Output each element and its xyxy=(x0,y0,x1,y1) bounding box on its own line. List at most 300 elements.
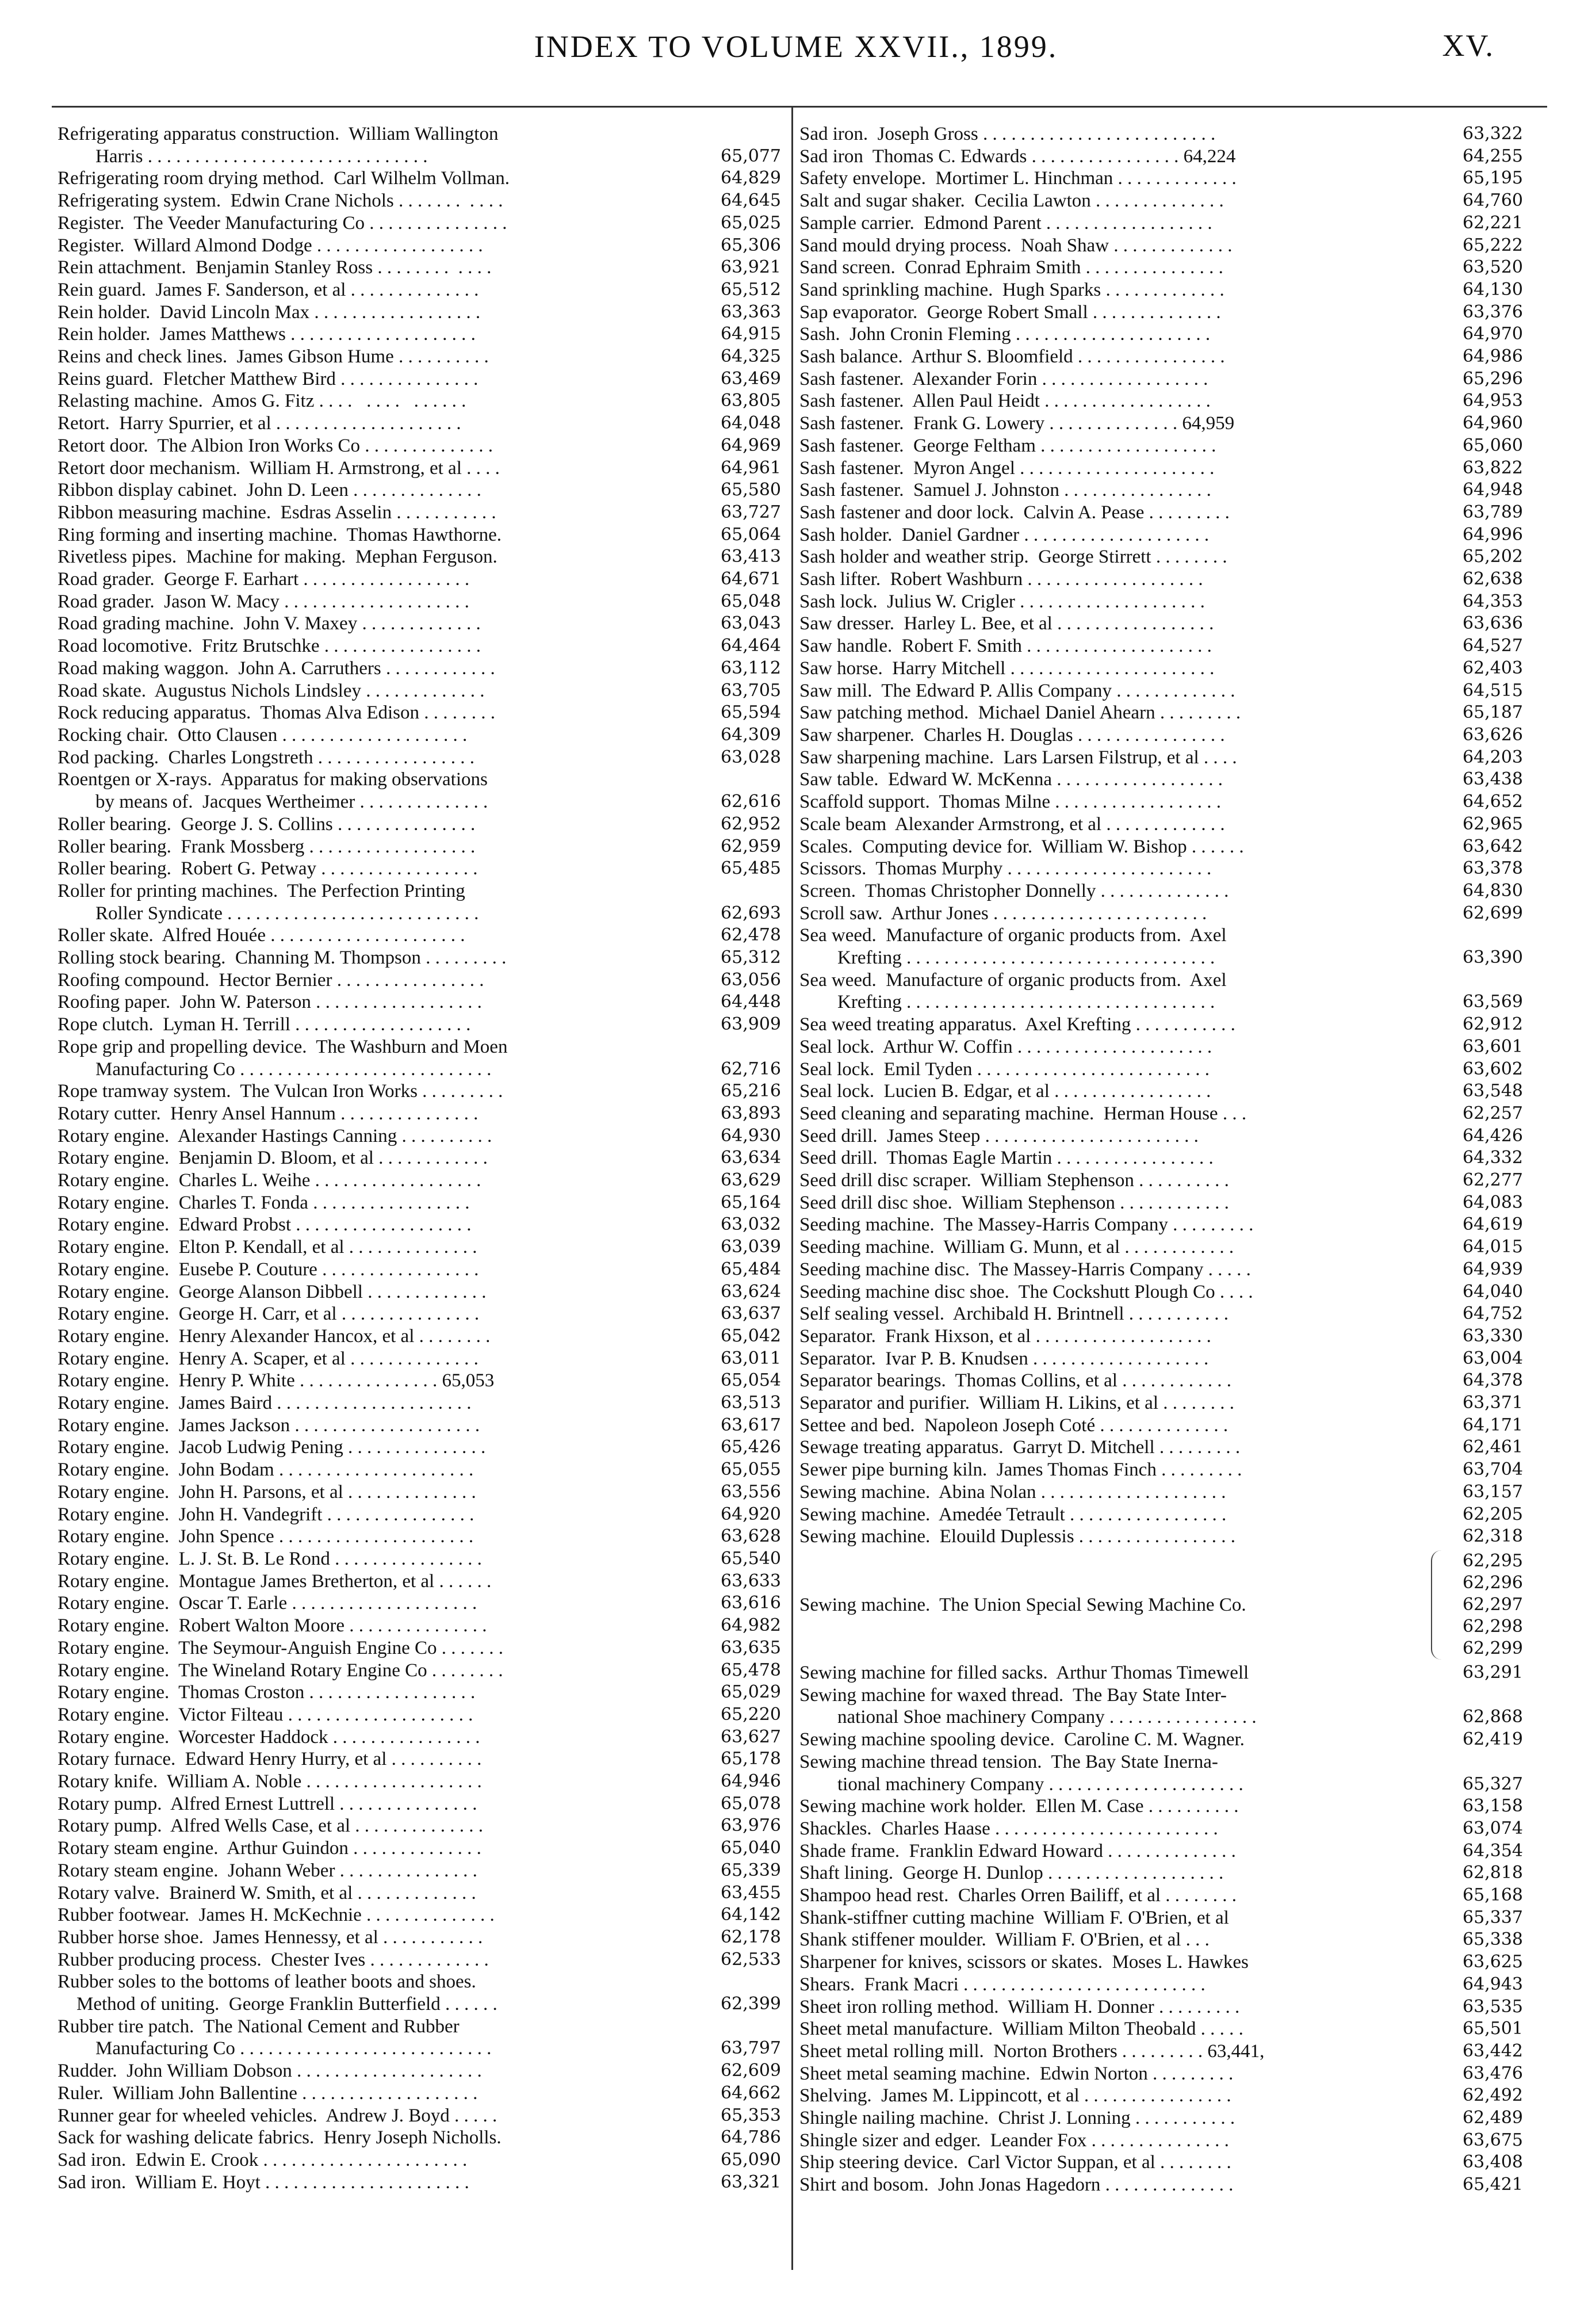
entry-text: Sash fastener. George Feltham . . . . . . . . . . . . . . . . . . . xyxy=(799,435,1216,456)
entry-text: Runner gear for wheeled vehicles. Andrew J. Boyd . . . . . xyxy=(58,2105,498,2126)
entry-text: Sand sprinkling machine. Hugh Sparks . . . . . . . . . . . . . xyxy=(799,279,1224,300)
entry-number: 63,616 xyxy=(721,1593,781,1614)
entry-text: Sewing machine. Amedée Tetrault . . . . . . . . . . . . . . . . . xyxy=(799,1504,1227,1525)
entry-text: Rotary engine. Alexander Hastings Canning . . . . . . . . . . xyxy=(58,1125,492,1146)
entry-text: Shingle nailing machine. Christ J. Lonning . . . . . . . . . . . xyxy=(799,2108,1235,2129)
index-entry xyxy=(799,123,1523,146)
entry-text: Rotary knife. William A. Noble . . . . . . . . . . . . . . . . . . . xyxy=(58,1771,482,1792)
entry-text: Roller for printing machines. The Perfection Printing Roller Syndicate . . . . . . . . . . . . . . . . . . . . . . . . . . . xyxy=(58,880,479,924)
entry-number: 62,716 xyxy=(721,1058,781,1079)
index-entry xyxy=(799,702,1523,724)
index-entry xyxy=(58,190,781,212)
entry-text: Rotary engine. Eusebe P. Couture . . . . . . . . . . . . . . . . . xyxy=(58,1259,479,1280)
entry-text: Rotary engine. Elton P. Kendall, et al . . . . . . . . . . . . . . xyxy=(58,1237,477,1258)
index-entry xyxy=(58,1771,781,1793)
index-entry xyxy=(58,1704,781,1726)
entry-text: Refrigerating system. Edwin Crane Nichols . . . . . . . . . . . xyxy=(58,190,503,212)
entry-number: 62,638 xyxy=(1463,569,1523,590)
entry-text: Rotary engine. Edward Probst . . . . . . . . . . . . . . . . . . . xyxy=(58,1214,472,1236)
index-entry xyxy=(799,1929,1523,1951)
entry-text: Sewing machine thread tension. The Bay State Inerna- tional machinery Company . . . . . . . . . . . . . . . . . . . . . xyxy=(799,1751,1243,1795)
index-entry xyxy=(799,836,1523,858)
index-entry xyxy=(58,2172,781,2194)
entry-text: Seed cleaning and separating machine. Herman House . . . xyxy=(799,1103,1247,1124)
entry-number: 65,220 xyxy=(721,1704,781,1725)
entry-text: Sack for washing delicate fabrics. Henry Joseph Nicholls. xyxy=(58,2127,502,2149)
entry-text: Sharpener for knives, scissors or skates. Moses L. Hawkes xyxy=(799,1952,1249,1973)
index-entry xyxy=(799,1481,1523,1504)
entry-number: 63,976 xyxy=(721,1815,781,1836)
entry-text: Rotary engine. Henry A. Scaper, et al . . . . . . . . . . . . . . xyxy=(58,1348,479,1369)
entry-text: Rope clutch. Lyman H. Terrill . . . . . . . . . . . . . . . . . . . xyxy=(58,1014,471,1035)
index-entry xyxy=(799,2151,1523,2174)
index-entry xyxy=(799,1526,1523,1548)
entry-number: 63,727 xyxy=(721,502,781,522)
index-entry xyxy=(58,1259,781,1281)
entry-text: Refrigerating apparatus construction. William Wallington Harris . . . . . . . . . . . . . . . . . . . . . . . . . . . . . . xyxy=(58,124,499,167)
entry-number: 65,055 xyxy=(721,1459,781,1480)
entry-number: 65,029 xyxy=(721,1682,781,1703)
entry-number: 65,337 xyxy=(1463,1907,1523,1928)
entry-text: Scale beam Alexander Armstrong, et al . . . . . . . . . . . . . xyxy=(799,813,1225,835)
entry-number: 62,699 xyxy=(1463,903,1523,923)
index-entry xyxy=(58,2149,781,2172)
entry-text: Rotary engine. Robert Walton Moore . . . . . . . . . . . . . . . xyxy=(58,1615,487,1637)
index-entry xyxy=(799,1751,1523,1795)
index-entry xyxy=(799,435,1523,457)
entry-number: 62,616 xyxy=(721,792,781,812)
index-entry xyxy=(58,1882,781,1905)
index-entry xyxy=(799,1840,1523,1863)
index-entry xyxy=(58,1436,781,1459)
entry-number: 64,325 xyxy=(721,346,781,367)
entry-number: 63,636 xyxy=(1463,613,1523,634)
entry-number: 62,403 xyxy=(1463,658,1523,678)
entry-text: Ribbon measuring machine. Esdras Asselin . . . . . . . . . . . xyxy=(58,502,496,523)
index-entry xyxy=(799,1392,1523,1415)
entry-number: 64,378 xyxy=(1463,1370,1523,1391)
entry-number: 64,142 xyxy=(721,1905,781,1925)
index-entry xyxy=(799,190,1523,212)
index-entry xyxy=(58,2060,781,2082)
index-entry xyxy=(799,1684,1523,1729)
index-entry xyxy=(799,613,1523,635)
entry-text: Rotary furnace. Edward Henry Hurry, et al . . . . . . . . . . xyxy=(58,1749,482,1770)
entry-text: Sewing machine spooling device. Caroline C. M. Wagner. xyxy=(799,1729,1245,1750)
index-entry xyxy=(58,680,781,702)
entry-text: Ship steering device. Carl Victor Suppan, et al . . . . . . . . xyxy=(799,2152,1231,2173)
index-entry xyxy=(799,1415,1523,1437)
index-entry xyxy=(799,1236,1523,1259)
index-entry xyxy=(58,1904,781,1927)
index-entry xyxy=(58,858,781,880)
entry-number: 62,178 xyxy=(721,1927,781,1947)
index-entry xyxy=(799,301,1523,324)
entry-number: 64,982 xyxy=(721,1615,781,1636)
entry-text: Sheet metal manufacture. William Milton Theobald . . . . . xyxy=(799,2019,1243,2040)
entry-text: Sash holder and weather strip. George Stirrett . . . . . . . . xyxy=(799,546,1227,568)
entry-text: Sash fastener. Samuel J. Johnston . . . . . . . . . . . . . . . . xyxy=(799,480,1211,501)
index-entry xyxy=(799,1907,1523,1929)
entry-text: Sash lock. Julius W. Crigler . . . . . . . . . . . . . . . . . . . . xyxy=(799,591,1205,612)
entry-number: 63,624 xyxy=(721,1281,781,1302)
entry-text: Rotary engine. Charles T. Fonda . . . . . . . . . . . . . . . . . xyxy=(58,1192,470,1213)
index-entry xyxy=(58,1971,781,2015)
index-entry xyxy=(799,858,1523,880)
entry-text: Sea weed. Manufacture of organic products from. Axel Krefting . . . . . . . . . . . . . . . . . . . . . . . . . . . . . . . . . xyxy=(799,925,1227,969)
entry-number: 65,054 xyxy=(721,1370,781,1391)
entry-text: Rein guard. James F. Sanderson, et al . . . . . . . . . . . . . . xyxy=(58,279,479,300)
entry-number: 63,520 xyxy=(1463,257,1523,278)
entry-number: 63,633 xyxy=(721,1570,781,1591)
entry-number: 62,277 xyxy=(1463,1170,1523,1191)
entry-text: Rotary steam engine. Johann Weber . . . . . . . . . . . . . . . xyxy=(58,1860,477,1881)
entry-number: 63,321 xyxy=(721,2172,781,2192)
entry-number: 65,178 xyxy=(721,1749,781,1769)
index-entry xyxy=(799,2107,1523,2130)
entry-text: Retort. Harry Spurrier, et al . . . . . . . . . . . . . . . . . . . . xyxy=(58,413,461,434)
entry-text: Roofing compound. Hector Bernier . . . . . . . . . . . . . . . . xyxy=(58,969,484,991)
entry-number: 64,943 xyxy=(1463,1974,1523,1994)
index-entry xyxy=(58,1481,781,1504)
entry-number: 65,164 xyxy=(721,1192,781,1213)
entry-text: Rubber footwear. James H. McKechnie . . . . . . . . . . . . . . xyxy=(58,1905,495,1926)
entry-number: 63,455 xyxy=(721,1882,781,1903)
index-entry xyxy=(58,301,781,324)
index-entry xyxy=(799,2040,1523,2063)
entry-number: 64,203 xyxy=(1463,747,1523,767)
entry-number: 64,996 xyxy=(1463,524,1523,545)
entry-number: 62,296 xyxy=(1463,1573,1523,1593)
entry-number: 63,028 xyxy=(721,747,781,767)
index-entry xyxy=(799,1036,1523,1058)
entry-text: Retort door. The Albion Iron Works Co . . . . . . . . . . . . . . xyxy=(58,435,493,456)
entry-number: 63,291 xyxy=(1463,1662,1523,1683)
entry-text: Rotary engine. Henry Alexander Hancox, et al . . . . . . . . xyxy=(58,1325,491,1347)
index-entry xyxy=(58,1949,781,1971)
entry-number: 65,512 xyxy=(721,279,781,300)
entry-text: Sand screen. Conrad Ephraim Smith . . . . . . . . . . . . . . . xyxy=(799,257,1223,278)
entry-number: 63,363 xyxy=(721,301,781,322)
entry-text: Rotary pump. Alfred Wells Case, et al . . . . . . . . . . . . . . xyxy=(58,1815,484,1837)
entry-text: Scales. Computing device for. William W. Bishop . . . . . . xyxy=(799,836,1244,857)
entry-text: Sewing machine work holder. Ellen M. Case . . . . . . . . . . xyxy=(799,1796,1239,1817)
entry-number: 63,548 xyxy=(1463,1081,1523,1102)
entry-text: Road skate. Augustus Nichols Lindsley . . . . . . . . . . . . . xyxy=(58,680,485,701)
entry-text: Sea weed. Manufacture of organic products from. Axel Krefting . . . . . . . . . . . . . . . . . . . . . . . . . . . . . . . . . xyxy=(799,969,1227,1013)
entry-text: Shingle sizer and edger. Leander Fox . . . . . . . . . . . . . . . xyxy=(799,2130,1229,2151)
entry-number: 62,419 xyxy=(1463,1729,1523,1750)
entry-number: 64,662 xyxy=(721,2082,781,2103)
entry-number: 65,064 xyxy=(721,524,781,545)
index-entry xyxy=(58,813,781,836)
entry-number: 65,078 xyxy=(721,1793,781,1814)
entry-number: 62,478 xyxy=(721,925,781,946)
entry-number: 64,448 xyxy=(721,992,781,1012)
entry-text: Sash holder. Daniel Gardner . . . . . . . . . . . . . . . . . . . . xyxy=(799,524,1210,545)
index-entry xyxy=(799,769,1523,791)
entry-number: 63,634 xyxy=(721,1148,781,1168)
entry-text: Settee and bed. Napoleon Joseph Coté . . . . . . . . . . . . . . xyxy=(799,1415,1229,1436)
entry-text: Shackles. Charles Haase . . . . . . . . . . . . . . . . . . . . . . . . xyxy=(799,1818,1218,1839)
index-entry xyxy=(58,2105,781,2127)
entry-number: 62,912 xyxy=(1463,1014,1523,1035)
entry-text: Saw patching method. Michael Daniel Ahearn . . . . . . . . . xyxy=(799,702,1241,724)
entry-text: Rotary engine. Henry P. White . . . . . . . . . . . . . . . 65,053 xyxy=(58,1370,495,1392)
index-entry xyxy=(799,1974,1523,1996)
index-entry xyxy=(799,635,1523,658)
index-entry xyxy=(799,1348,1523,1370)
entry-text: Rubber soles to the bottoms of leather boots and shoes. Method of uniting. George Franklin Butterfield . . . . . . xyxy=(58,1971,498,2015)
entry-text: Rotary valve. Brainerd W. Smith, et al . . . . . . . . . . . . . xyxy=(58,1882,476,1903)
entry-text: Rotary engine. Victor Filteau . . . . . . . . . . . . . . . . . . . . xyxy=(58,1704,473,1725)
index-entry xyxy=(58,1459,781,1481)
entry-text: Rotary steam engine. Arthur Guindon . . . . . . . . . . . . . . xyxy=(58,1838,481,1859)
entry-text: Shampoo head rest. Charles Orren Bailiff, et al . . . . . . . . xyxy=(799,1885,1237,1906)
entry-text: Saw dresser. Harley L. Bee, et al . . . . . . . . . . . . . . . . . xyxy=(799,613,1214,634)
entry-text: Sad iron. William E. Hoyt . . . . . . . . . . . . . . . . . . . . . . xyxy=(58,2172,469,2193)
entry-text: Roller bearing. George J. S. Collins . . . . . . . . . . . . . . . xyxy=(58,813,476,835)
entry-number: 62,868 xyxy=(1463,1707,1523,1727)
index-entry xyxy=(799,1058,1523,1081)
page-title: INDEX TO VOLUME XXVII., 1899. xyxy=(534,29,1058,64)
entry-text: Rope tramway system. The Vulcan Iron Works . . . . . . . . . xyxy=(58,1081,503,1102)
entry-number: 65,195 xyxy=(1463,168,1523,189)
index-entry xyxy=(58,724,781,747)
index-entry xyxy=(58,924,781,947)
index-entry xyxy=(799,591,1523,613)
index-column-left xyxy=(58,123,781,2193)
index-entry xyxy=(799,1169,1523,1192)
entry-number: 64,652 xyxy=(1463,792,1523,812)
index-entry xyxy=(58,836,781,858)
entry-number: 63,011 xyxy=(721,1348,781,1369)
entry-number: 64,255 xyxy=(1463,146,1523,166)
entry-text: Sewing machine. Elouild Duplessis . . . . . . . . . . . . . . . . . xyxy=(799,1526,1236,1547)
entry-number: 63,569 xyxy=(1463,992,1523,1012)
index-entry xyxy=(799,1014,1523,1036)
entry-number: 62,318 xyxy=(1463,1526,1523,1547)
entry-text: Separator and purifier. William H. Likins, et al . . . . . . . . xyxy=(799,1393,1234,1414)
entry-number: 65,484 xyxy=(721,1259,781,1279)
index-entry xyxy=(58,1504,781,1526)
index-entry xyxy=(58,1815,781,1837)
index-entry xyxy=(799,457,1523,480)
index-entry xyxy=(58,257,781,279)
entry-text: Rotary engine. The Wineland Rotary Engine Co . . . . . . . . xyxy=(58,1660,503,1681)
entry-number: 64,986 xyxy=(1463,346,1523,367)
entry-number: 63,371 xyxy=(1463,1393,1523,1413)
entry-text: Retort door mechanism. William H. Armstrong, et al . . . . xyxy=(58,457,500,479)
entry-text: Sewing machine. Abina Nolan . . . . . . . . . . . . . . . . . . . . xyxy=(799,1481,1226,1503)
index-entry xyxy=(799,2174,1523,2196)
entry-text: Saw handle. Robert F. Smith . . . . . . . . . . . . . . . . . . . . xyxy=(799,636,1212,657)
entry-text: Rotary engine. Jacob Ludwig Pening . . . . . . . . . . . . . . . xyxy=(58,1437,486,1458)
entry-number: 63,032 xyxy=(721,1214,781,1235)
entry-number: 64,515 xyxy=(1463,680,1523,701)
entry-number: 63,390 xyxy=(1463,947,1523,968)
entry-number: 64,309 xyxy=(721,724,781,745)
index-entry xyxy=(799,1325,1523,1348)
entry-text: Saw horse. Harry Mitchell . . . . . . . . . . . . . . . . . . . . . . xyxy=(799,658,1215,679)
entry-text: Ribbon display cabinet. John D. Leen . . . . . . . . . . . . . . xyxy=(58,480,481,501)
entry-text: Separator bearings. Thomas Collins, et al . . . . . . . . . . . . xyxy=(799,1370,1231,1392)
entry-text: Separator. Frank Hixson, et al . . . . . . . . . . . . . . . . . . . xyxy=(799,1325,1211,1347)
entry-number: 62,295 xyxy=(1463,1551,1523,1571)
entry-number: 63,635 xyxy=(721,1637,781,1658)
entry-number: 65,040 xyxy=(721,1838,781,1859)
entry-text: Safety envelope. Mortimer L. Hinchman . . . . . . . . . . . . . xyxy=(799,168,1237,189)
index-entry xyxy=(799,257,1523,279)
entry-number: 63,074 xyxy=(1463,1818,1523,1838)
entry-number: 63,797 xyxy=(721,2038,781,2059)
index-entry xyxy=(58,1169,781,1192)
entry-number: 62,205 xyxy=(1463,1504,1523,1524)
entry-number: 63,705 xyxy=(721,680,781,701)
index-entry xyxy=(799,1818,1523,1840)
entry-number: 64,752 xyxy=(1463,1304,1523,1324)
entry-number: 65,306 xyxy=(721,235,781,255)
index-entry xyxy=(799,1147,1523,1169)
entry-text: Sap evaporator. George Robert Small . . . . . . . . . . . . . . xyxy=(799,301,1221,323)
entry-text: Sash fastener. Alexander Forin . . . . . . . . . . . . . . . . . . xyxy=(799,368,1208,389)
entry-number-list xyxy=(1431,1550,1523,1660)
index-entry xyxy=(58,457,781,480)
entry-number: 65,540 xyxy=(721,1549,781,1569)
entry-text: Saw sharpening machine. Lars Larsen Filstrup, et al . . . . xyxy=(799,747,1237,768)
index-entry xyxy=(799,323,1523,346)
index-entry xyxy=(799,1951,1523,1974)
entry-text: Seal lock. Lucien B. Edgar, et al . . . . . . . . . . . . . . . . . xyxy=(799,1081,1211,1102)
index-entry xyxy=(58,368,781,391)
entry-text: Roofing paper. John W. Paterson . . . . . . . . . . . . . . . . . . xyxy=(58,992,482,1013)
entry-number: 64,353 xyxy=(1463,591,1523,611)
entry-number: 64,354 xyxy=(1463,1840,1523,1861)
entry-number: 64,332 xyxy=(1463,1148,1523,1168)
entry-text: Rotary engine. L. J. St. B. Le Rond . . . . . . . . . . . . . . . . xyxy=(58,1549,482,1569)
index-entry xyxy=(58,2082,781,2105)
entry-number: 65,594 xyxy=(721,702,781,723)
index-entry xyxy=(58,1570,781,1593)
index-entry xyxy=(799,747,1523,769)
entry-number: 63,378 xyxy=(1463,858,1523,879)
entry-number: 63,442 xyxy=(1463,2040,1523,2061)
index-entry xyxy=(799,1436,1523,1459)
index-entry xyxy=(799,1080,1523,1103)
entry-number: 63,602 xyxy=(1463,1058,1523,1079)
page-header xyxy=(0,23,1592,75)
entry-text: Rotary engine. Worcester Haddock . . . . . . . . . . . . . . . . xyxy=(58,1726,480,1748)
entry-number: 64,645 xyxy=(721,190,781,211)
entry-number: 62,952 xyxy=(721,813,781,834)
entry-text: Rotary engine. Thomas Croston . . . . . . . . . . . . . . . . . . xyxy=(58,1682,476,1703)
entry-text: Salt and sugar shaker. Cecilia Lawton . . . . . . . . . . . . . . xyxy=(799,190,1224,212)
entry-number: 62,818 xyxy=(1463,1863,1523,1883)
entry-number: 65,580 xyxy=(721,480,781,500)
entry-text: Seed drill disc scraper. William Stephenson . . . . . . . . . . xyxy=(799,1170,1229,1191)
index-entry xyxy=(58,1548,781,1570)
entry-number: 63,637 xyxy=(721,1304,781,1324)
entry-text: Sad iron. Joseph Gross . . . . . . . . . . . . . . . . . . . . . . . . . xyxy=(799,124,1216,144)
index-entry xyxy=(799,1662,1523,1684)
entry-number: 63,625 xyxy=(1463,1952,1523,1973)
entry-text: Sad iron. Edwin E. Crook . . . . . . . . . . . . . . . . . . . . . . xyxy=(58,2149,468,2170)
index-entry xyxy=(58,1837,781,1860)
entry-number: 64,948 xyxy=(1463,480,1523,500)
entry-text: Shade frame. Franklin Edward Howard . . . . . . . . . . . . . . xyxy=(799,1840,1236,1862)
entry-text: Sheet metal seaming machine. Edwin Norton . . . . . . . . . xyxy=(799,2063,1234,2084)
index-entry xyxy=(58,1236,781,1259)
entry-number: 63,627 xyxy=(721,1726,781,1747)
index-entry xyxy=(58,1192,781,1214)
entry-text: Rotary pump. Alfred Ernest Luttrell . . . . . . . . . . . . . . . xyxy=(58,1793,477,1814)
entry-number: 64,915 xyxy=(721,324,781,345)
entry-number: 64,970 xyxy=(1463,324,1523,345)
index-entry xyxy=(58,2127,781,2149)
entry-text: Sample carrier. Edmond Parent . . . . . . . . . . . . . . . . . . xyxy=(799,212,1212,234)
entry-number: 63,112 xyxy=(721,658,781,678)
index-entry xyxy=(58,1681,781,1704)
entry-number: 62,399 xyxy=(721,1994,781,2015)
entry-number: 63,004 xyxy=(1463,1348,1523,1369)
entry-number: 65,312 xyxy=(721,947,781,968)
index-entry xyxy=(58,346,781,368)
entry-text: Seed drill. Thomas Eagle Martin . . . . . . . . . . . . . . . . . xyxy=(799,1148,1214,1169)
index-entry xyxy=(799,1281,1523,1304)
entry-number: 65,222 xyxy=(1463,235,1523,255)
entry-text: Sash lifter. Robert Washburn . . . . . . . . . . . . . . . . . . . xyxy=(799,569,1203,590)
entry-number: 64,953 xyxy=(1463,391,1523,411)
index-entry xyxy=(799,2018,1523,2040)
entry-text: Road grader. Jason W. Macy . . . . . . . . . . . . . . . . . . . . xyxy=(58,591,469,612)
entry-number: 63,921 xyxy=(721,257,781,278)
entry-number: 64,426 xyxy=(1463,1125,1523,1146)
column-divider xyxy=(791,107,793,2270)
entry-number: 63,376 xyxy=(1463,301,1523,322)
entry-text: Rotary cutter. Henry Ansel Hannum . . . . . . . . . . . . . . . xyxy=(58,1103,479,1124)
index-entry xyxy=(799,680,1523,702)
index-entry xyxy=(799,924,1523,969)
entry-number: 63,039 xyxy=(721,1237,781,1257)
index-entry xyxy=(799,1370,1523,1392)
index-entry xyxy=(799,903,1523,925)
entry-number: 63,805 xyxy=(721,391,781,411)
entry-text: Separator. Ivar P. B. Knudsen . . . . . . . . . . . . . . . . . . . xyxy=(799,1348,1209,1369)
entry-number: 62,533 xyxy=(721,1949,781,1970)
entry-number: 64,930 xyxy=(721,1125,781,1146)
index-entry xyxy=(799,2063,1523,2085)
entry-number: 65,339 xyxy=(721,1860,781,1880)
entry-number: 63,330 xyxy=(1463,1325,1523,1346)
header-rule xyxy=(52,106,1547,108)
entry-number: 65,048 xyxy=(721,591,781,611)
entry-text: Sad iron Thomas C. Edwards . . . . . . . . . . . . . . . . 64,224 xyxy=(799,146,1236,167)
index-entry xyxy=(58,1303,781,1325)
entry-text: Rudder. John William Dobson . . . . . . . . . . . . . . . . . . . . xyxy=(58,2061,482,2082)
entry-number: 63,893 xyxy=(721,1103,781,1123)
index-entry xyxy=(58,167,781,190)
entry-text: Seal lock. Emil Tyden . . . . . . . . . . . . . . . . . . . . . . . . . xyxy=(799,1058,1210,1080)
entry-number: 64,083 xyxy=(1463,1192,1523,1213)
entry-text: Rotary engine. George Alanson Dibbell . . . . . . . . . . . . . xyxy=(58,1281,487,1302)
entry-number: 63,556 xyxy=(721,1481,781,1502)
entry-number: 63,789 xyxy=(1463,502,1523,522)
entry-number: 65,485 xyxy=(721,858,781,879)
entry-number: 63,408 xyxy=(1463,2152,1523,2173)
entry-number: 65,478 xyxy=(721,1660,781,1680)
index-entry xyxy=(58,1214,781,1236)
index-entry xyxy=(58,1615,781,1637)
